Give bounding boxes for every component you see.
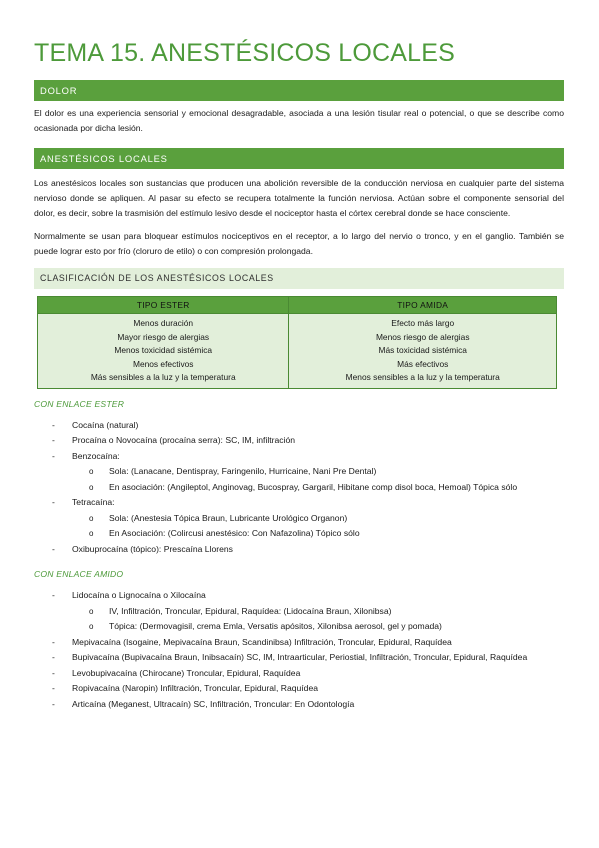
bullet-dash: - <box>52 683 55 693</box>
list-item <box>34 418 564 434</box>
ester-property: Menos duración <box>133 318 194 328</box>
bullet-dash: - <box>52 652 55 662</box>
bullet-dash: - <box>52 590 55 600</box>
sub-list-item-text: Sola: (Anestesia Tópica Braun, Lubricante Urológico Organon) <box>109 512 348 523</box>
amida-property: Menos sensibles a la luz y la temperatura <box>345 372 500 382</box>
section-heading-dolor: DOLOR <box>34 80 564 101</box>
bullet-circle: o <box>89 482 94 492</box>
sub-list <box>72 511 564 542</box>
amido-subheading: CON ENLACE AMIDO <box>34 569 124 579</box>
sub-list-item-text: Sola: (Lanacane, Dentispray, Faringenilo, Hurricaine, Nani Pre Dental) <box>109 466 377 476</box>
bullet-circle: o <box>89 513 94 523</box>
table-header-amida: TIPO AMIDA <box>289 297 557 314</box>
amida-property: Menos riesgo de alergias <box>375 331 470 342</box>
ester-property: Mayor riesgo de alergias <box>117 331 210 342</box>
bullet-dash: - <box>52 497 55 507</box>
bullet-dash: - <box>52 698 55 709</box>
sub-list-item <box>72 511 564 527</box>
bullet-circle: o <box>89 622 94 631</box>
list-item-text: Lidocaína o Lignocaína o Xilocaína <box>72 590 206 600</box>
list-item <box>34 588 564 635</box>
amida-property: Más efectivos <box>397 358 449 369</box>
anestesicos-paragraph-1: Los anestésicos locales son sustancias que producen una abolición reversible de la conducción nerviosa en cualquier parte del sistema nervioso donde se apliquen. Al pasar su efecto se recupera totalmente la función nerviosa. Actúan sobre el componente sensorial del dolor, es decir, sobre la trasmisión del estímulo lesivo desde el nociceptor hasta el córtex cerebral donde se hace consciente. <box>34 178 564 218</box>
anestesicos-paragraph-2: Normalmente se usan para bloquear estímulos nociceptivos en el receptor, a lo largo del nervio o tronco, y en el ganglio. También se puede lograr esto por frío (cloruro de etilo) o con compresión prolongada. <box>34 231 564 256</box>
ester-property: Más sensibles a la luz y la temperatura <box>90 372 236 382</box>
bullet-dash: - <box>52 435 55 445</box>
list-item-text: Mepivacaína (Isogaine, Mepivacaína Braun, Scandinibsa) Infiltración, Troncular, Epidural, Raquídea <box>72 636 452 647</box>
sub-list-item-text: En asociación: (Angileptol, Anginovag, Bucospray, Gargaril, Hibitane comp disol boca, Hemoal) Tópica sólo <box>109 481 518 492</box>
amida-property: Más toxicidad sistémica <box>378 345 467 355</box>
list-item <box>34 449 564 496</box>
table-cell-amida <box>289 314 557 389</box>
sub-list <box>72 464 564 495</box>
list-item <box>34 433 564 449</box>
dolor-paragraph: El dolor es una experiencia sensorial y emocional desagradable, asociada a una lesión tisular real o potencial, o que se describe como ocasionada por dicha lesión. <box>34 108 564 133</box>
sub-list-item <box>72 604 564 620</box>
section-heading-anestesicos: ANESTÉSICOS LOCALES <box>34 148 564 169</box>
bullet-dash: - <box>52 419 55 430</box>
list-item <box>34 697 564 713</box>
sub-list-item <box>72 480 564 496</box>
ester-property: Menos efectivos <box>132 358 194 369</box>
list-item-text: Benzocaína: <box>72 450 120 461</box>
sub-list <box>72 604 564 635</box>
bullet-circle: o <box>89 467 94 476</box>
table-header-ester: TIPO ESTER <box>38 297 289 314</box>
list-item-text: Bupivacaína (Bupivacaína Braun, Inibsacaín) SC, IM, Intraarticular, Periostial, Infiltración, Troncular, Epidural, Raquídea <box>72 652 528 662</box>
list-item-text: Cocaína (natural) <box>72 419 139 430</box>
list-item-text: Ropivacaína (Naropin) Infiltración, Troncular, Epidural, Raquídea <box>72 683 319 693</box>
list-item <box>34 635 564 651</box>
sub-list-item-text: IV, Infiltración, Troncular, Epidural, Raquídea: (Lidocaína Braun, Xilonibsa) <box>109 605 392 616</box>
ester-property: Menos toxicidad sistémica <box>114 345 213 355</box>
sub-list-item <box>72 464 564 480</box>
list-item <box>34 650 564 666</box>
section-heading-clasificacion: CLASIFICACIÓN DE LOS ANESTÉSICOS LOCALES <box>34 268 564 289</box>
bullet-dash: - <box>52 667 55 678</box>
bullet-dash: - <box>52 636 55 647</box>
sub-list-item-text: En Asociación: (Colircusi anestésico: Con Nafazolina) Tópico sólo <box>109 528 360 538</box>
sub-list-item <box>72 619 564 635</box>
bullet-dash: - <box>52 543 55 554</box>
ester-subheading: CON ENLACE ESTER <box>34 398 125 409</box>
list-item-text: Levobupivacaína (Chirocane) Troncular, Epidural, Raquídea <box>72 667 301 678</box>
list-item-text: Oxibuprocaína (tópico): Prescaína Llorens <box>72 543 233 554</box>
bullet-circle: o <box>89 606 94 616</box>
list-item-text: Tetracaína: <box>72 497 115 507</box>
list-item <box>34 681 564 697</box>
list-item <box>34 495 564 542</box>
table-cell-ester <box>38 314 289 389</box>
sub-list-item <box>72 526 564 542</box>
classification-table <box>37 296 557 389</box>
bullet-circle: o <box>89 529 94 538</box>
list-item-text: Articaína (Meganest, Ultracaín) SC, Infiltración, Troncular: En Odontología <box>72 698 355 709</box>
page-title: TEMA 15. ANESTÉSICOS LOCALES <box>34 39 456 67</box>
list-item <box>34 666 564 682</box>
list-item <box>34 542 564 558</box>
amida-property: Efecto más largo <box>391 318 455 328</box>
list-item-text: Procaína o Novocaína (procaína serra): SC, IM, infiltración <box>72 435 296 445</box>
bullet-dash: - <box>52 450 55 461</box>
amido-list <box>34 588 564 712</box>
ester-list <box>34 418 564 558</box>
sub-list-item-text: Tópica: (Dermovagisil, crema Emla, Versatis apósitos, Xilonibsa aerosol, gel y pomada) <box>109 621 442 631</box>
